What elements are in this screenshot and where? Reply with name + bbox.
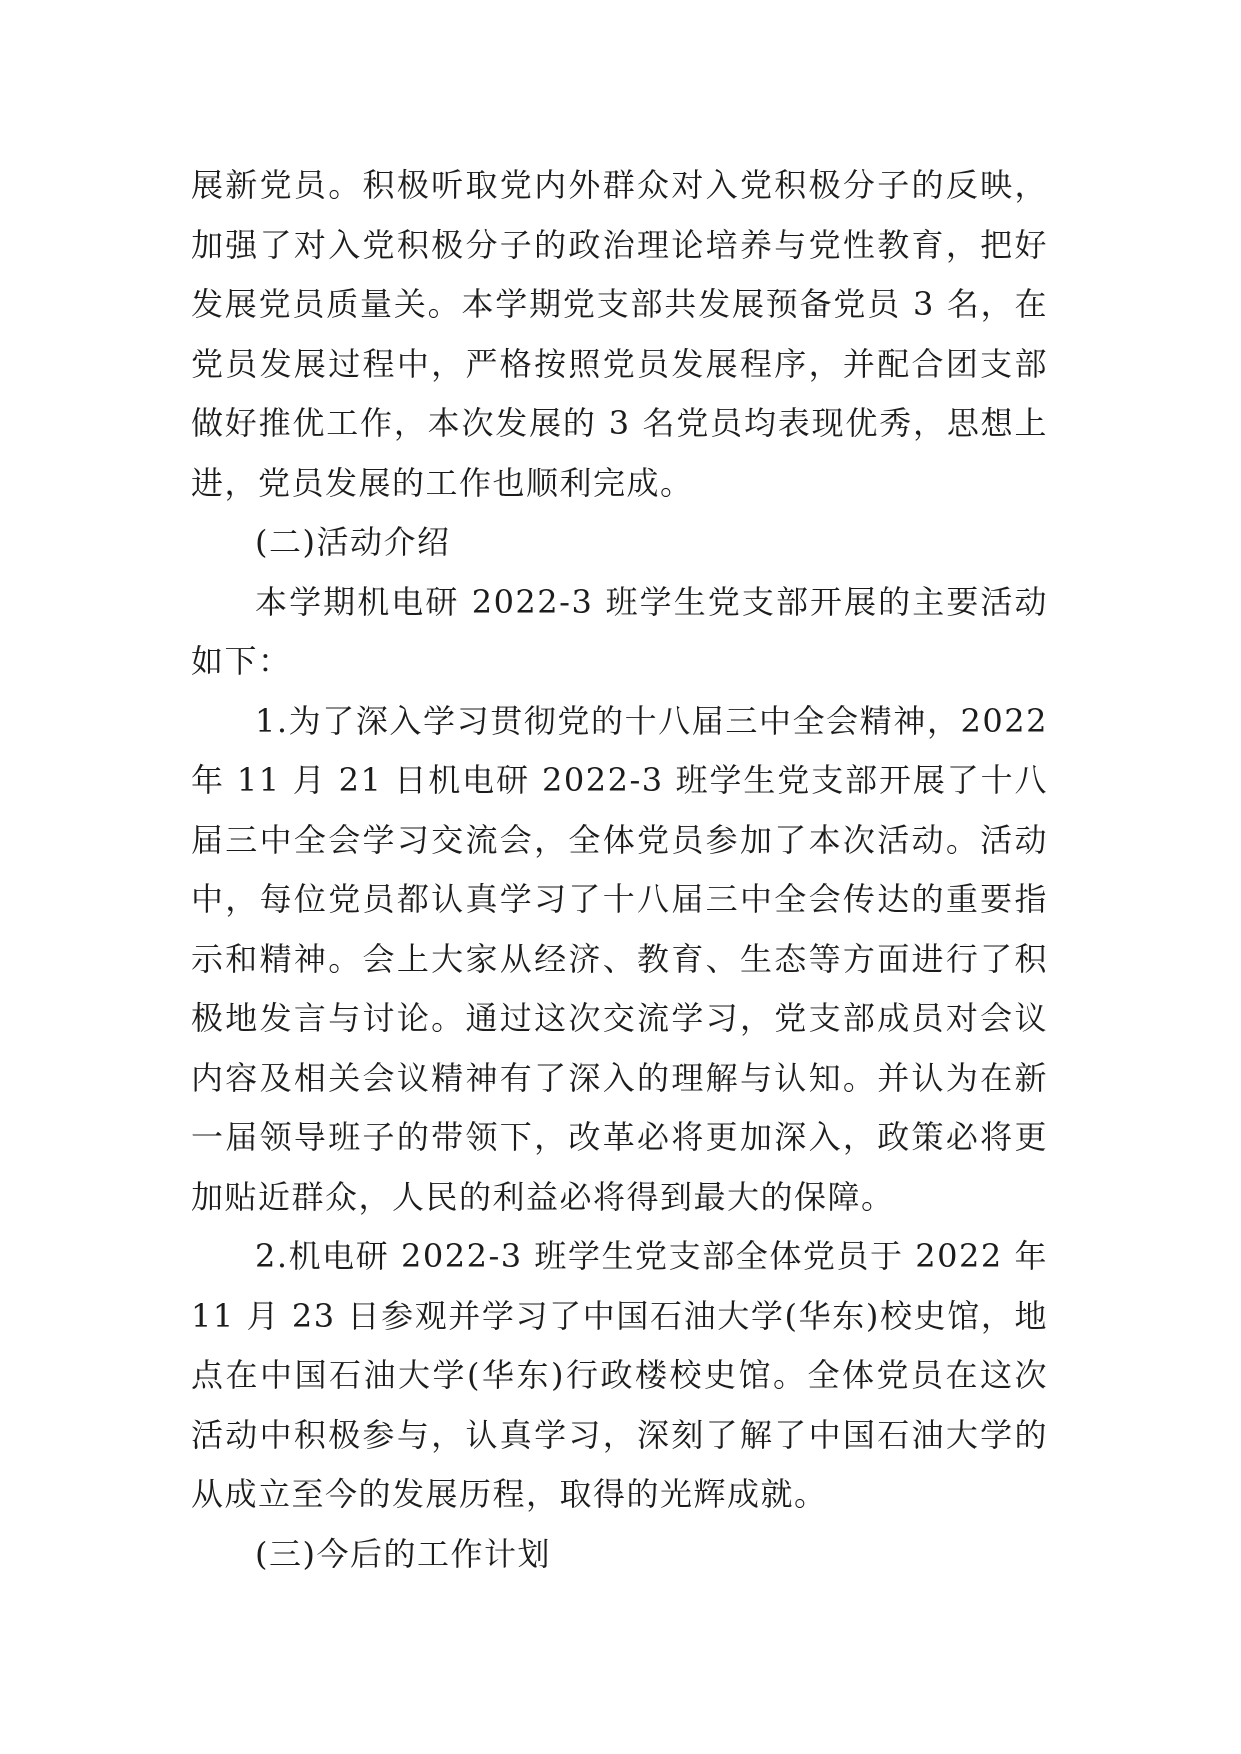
- section-heading-future-plan: (三)今后的工作计划: [255, 1534, 551, 1573]
- paragraph-activities-intro: 本学期机电研 2022-3 班学生党支部开展的主要活动如下：: [191, 582, 1048, 680]
- paragraph-activity-2: 2.机电研 2022-3 班学生党支部全体党员于 2022 年 11 月 23 日参观并学习了中国石油大学(华东)校史馆，地点在中国石油大学(华东)行政楼校史馆。全体党员在这次活动中积极参与，认真学习，深刻了解了中国石油大学的从成立至今的发展历程，取得的光辉成就。: [191, 1237, 1048, 1513]
- paragraph-member-development: 展新党员。积极听取党内外群众对入党积极分子的反映，加强了对入党积极分子的政治理论培养与党性教育，把好发展党员质量关。本学期党支部共发展预备党员 3 名，在党员发展过程中，严格按照党员发展程序，并配合团支部做好推优工作，本次发展的 3 名党员均表现优秀，思想上进，党员发展的工作也顺利完成。: [191, 166, 1048, 502]
- paragraph-activity-1: 1.为了深入学习贯彻党的十八届三中全会精神，2022 年 11 月 21 日机电研 2022-3 班学生党支部开展了十八届三中全会学习交流会，全体党员参加了本次活动。活动中，每位党员都认真学习了十八届三中全会传达的重要指示和精神。会上大家从经济、教育、生态等方面进行了积极地发言与讨论。通过这次交流学习，党支部成员对会议内容及相关会议精神有了深入的理解与认知。并认为在新一届领导班子的带领下，改革必将更加深入，政策必将更加贴近群众，人民的利益必将得到最大的保障。: [191, 701, 1048, 1216]
- document-body: [191, 156, 1048, 1584]
- section-heading-activities: (二)活动介绍: [255, 523, 451, 561]
